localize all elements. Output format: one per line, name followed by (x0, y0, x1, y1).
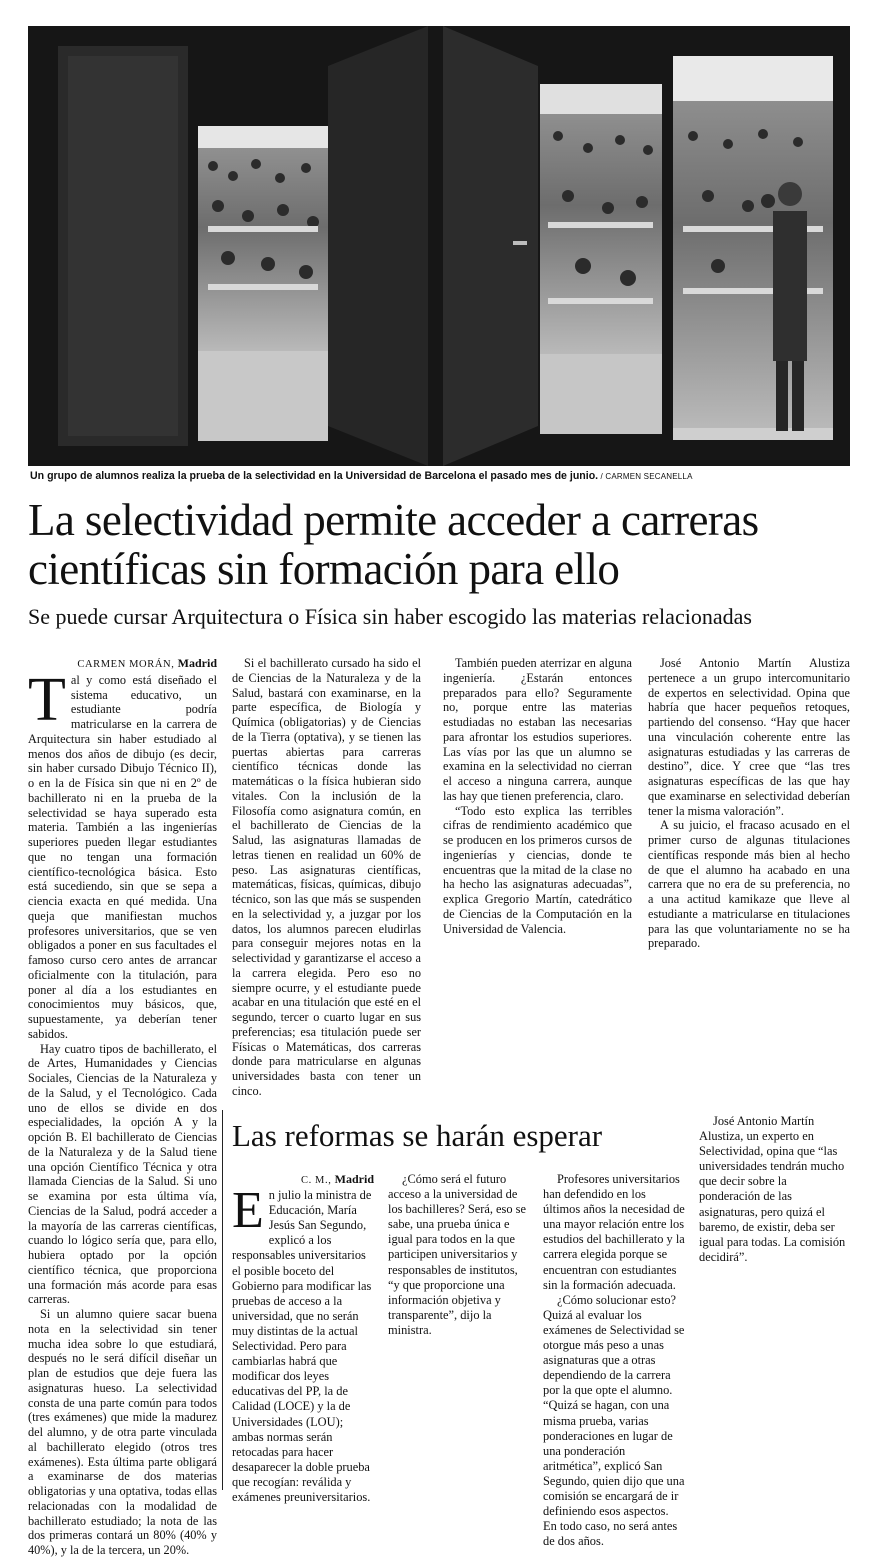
sidebar-headline: Las reformas se harán esperar (232, 1118, 603, 1153)
main-paragraph-1-text: al y como está diseñado el sistema educativo, un estudiante podría matricularse en la carrera de Arquitectura sin haber estudiado al menos dos años de dibujo (es decir, sin haber cursado Dibujo Técnico II), o en la de Física sin que ni en 2º de bachillerato ni en la prueba de la selectividad se haya superado esta materia. También a las ingenierías superiores pueden llegar estudiantes que no tengan una formación científico-tecnológica básica. Esto está sucediendo, sin que se sepa a ciencia exacta en qué medida. Una queja que manifiestan muchos profesores universitarios, que se ven obligados a poner en sus facultades el famoso curso cero antes de arrancar oficialmente con la titulación, para poner al día a los estudiantes en conocimientos muy básicos, que, supuestamente, ya deberían tener sabidos. (28, 672, 217, 1041)
caption-text: Un grupo de alumnos realiza la prueba de la selectividad en la Universidad de Barcelona el pasado mes de junio. (30, 470, 599, 482)
sidebar-left-rule (222, 1110, 223, 1490)
main-paragraph-6: “Todo esto explica las terribles cifras de rendimiento académico que se producen en los primeros cursos de ingenierías y ciencias, donde te encuentras que la mitad de la clase no ha hecho las asignaturas adecuadas”, explica Gregorio Martín, catedrático de Ciencias de la Computación en la Universidad de Valencia. (443, 803, 632, 936)
sidebar-paragraph-2: ¿Cómo será el futuro acceso a la universidad de los bachilleres? Será, eso se sabe, una prueba única e igual para todos en la que participen universitarios y responsables de institutos, “y que proporcione una información objetiva y transparente”, dijo la ministra. (388, 1172, 526, 1337)
main-article-column-3 (443, 656, 632, 1104)
main-paragraph-4: Si el bachillerato cursado ha sido el de Ciencias de la Naturaleza y de la Salud, bastará con examinarse, en la parte específica, de Biología y Química (obligatorias) y de Ciencias de la Tierra (optativa), y se tienen las puertas abiertas para carreras científico técnicas donde las matemáticas o la física hubieran sido vitales. Con la inclusión de la Filosofía como asignatura común, en el bachillerato de Ciencias de la Salud, las asignaturas llamadas de letras tienen en realidad un 60% de peso. Las asignaturas científicas, matemáticas, físicas, químicas, dibujo técnico, son las que más se suspenden en la selectividad y, a juzgar por los datos, los alumnos parecen eludirlas para conseguir mejores notas en la selectividad y garantizarse el acceso a la carrera elegida. Pero eso no siempre ocurre, y el estudiante puede acabar en una titulación que esté en el segundo, tercer o cuarto lugar en sus preferencias; esa titulación puede ser Físicas o Matemáticas, dos carreras donde para matricularse en algunas universidades basta con tener un cinco. (232, 656, 421, 1098)
main-article-column-2 (232, 656, 421, 1104)
sidebar-paragraph-3: Profesores universitarios han defendido en los últimos años la necesidad de una mayor relación entre los estudios del bachillerato y la carrera elegida porque se encuentran con estudiantes sin la formación adecuada. (543, 1172, 685, 1292)
headline: La selectividad permite acceder a carreras científicas sin formación para ello (28, 495, 759, 594)
photo-caption (30, 470, 850, 482)
sidebar-column-1 (232, 1172, 374, 1504)
sidebar-byline-author: C. M., (300, 1175, 335, 1186)
sidebar-paragraph-5: José Antonio Martín Alustiza, un experto en Selectividad, opina que “las universidades tendrán mucho que decir sobre la ponderación de las asignaturas, pero quizá el baremo, de existir, deba ser igual para todas. La comisión decidirá”. (699, 1114, 846, 1264)
main-byline-place: Madrid (177, 656, 217, 670)
main-paragraph-2: Hay cuatro tipos de bachillerato, el de Artes, Humanidades y Ciencias Sociales, Ciencias de la Naturaleza y de la Salud, y el Tecnológico. Cada uno de ellos se divide en dos especialidades, la opción A y la opción B. El bachillerato de Ciencias de la Naturaleza y de la Salud tiene una opción Científico Técnica y otra llamada Ciencias de la Salud. Si uno se examina por esta última vía, Ciencias de la Salud, podrá acceder a la mayoría de las carreras científicas, cuando lo lógico sería que, para ello, hubiera optado por la opción científico técnica, que proporciona una formación más acorde para esas carreras. (28, 1041, 217, 1307)
subheadline: Se puede cursar Arquitectura o Física sin haber escogido las materias relacionadas (28, 604, 752, 629)
sidebar-column-3 (543, 1172, 685, 1549)
sidebar-dropcap: E (232, 1182, 264, 1240)
photo-credit: / CARMEN SECANELLA (598, 472, 693, 481)
sidebar-paragraph-1-text: n julio la ministra de Educación, María Jesús San Segundo, explicó a los responsables universitarios el posible boceto del Gobierno para modificar las pruebas de acceso a la universidad, que no serán muy distintas de la actual Selectividad. Pero para cambiarlas habrá que modificar dos leyes educativas del PP, la de Calidad (LOCE) y la de Universidades (LOU); ambas normas serán retocadas para hacer desaparecer la doble prueba que recogían: reválida y exámenes preuniversitarios. (232, 1188, 372, 1504)
main-dropcap: T (28, 665, 66, 734)
sidebar-paragraph-1 (232, 1182, 374, 1505)
main-paragraph-3: Si un alumno quiere sacar buena nota en la selectividad sin tener mucha idea sobre lo que estudiará, después no le será difícil diseñar un plan de estudios que deje fuera las asignaturas hueso. La selectividad consta de una parte común para todos (tres exámenes) que mide la madurez del alumno, y de otra parte vinculada al bachillerato elegido (otros tres exámenes). Esta última parte obligará a examinarse de dos materias obligatorias y una optativa, todas ellas relacionadas con la modalidad de bachillerato estudiado; la nota de las dos primeras contará un 80% (40% y 40%), y la de la tercera, un 20%. (28, 1307, 217, 1557)
sidebar-byline-place: Madrid (334, 1172, 374, 1186)
main-paragraph-5: También pueden aterrizar en alguna ingeniería. ¿Estarán entonces preparados para ello? Seguramente no, porque entre las materias estudiadas no estaban las necesarias para afrontar los estudios superiores. Las vías por las que un alumno se examina en la selectividad no cierran el acceso a ninguna carrera, aunque las hay que tienen preferencia, claro. (443, 656, 632, 803)
exam-hall-photo-illustration (28, 26, 850, 466)
sidebar-column-2 (388, 1172, 530, 1488)
main-byline-author: CARMEN MORÁN, (77, 659, 178, 670)
main-paragraph-7: José Antonio Martín Alustiza pertenece a un grupo intercomunitario de expertos en selectividad. Opina que habría que hacer pequeños retoques, partiendo del consenso. “Hay que hacer una vinculación coherente entre las asignaturas estudiadas y las carreras de destino”, dice. Y cree que “las tres asignaturas específicas de las que hay que examinarse en selectividad deberían tener la misma valoración”. (648, 656, 850, 818)
main-paragraph-8: A su juicio, el fracaso acusado en el primer curso de algunas titulaciones científicas responde más bien al hecho de que el alumno ha acabado en una carrera que no era de su preferencia, no a una actitud kamikaze que lleve al estudiante a matricularse en titulaciones para las que voluntariamente no se ha preparado. (648, 818, 850, 951)
sidebar-paragraph-4: ¿Cómo solucionar esto? Quizá al evaluar los exámenes de Selectividad se otorgue más peso a unas asignaturas que a otras dependiendo de la carrera por la que opte el alumno. “Quizá se hagan, con una misma prueba, varias ponderaciones en lugar de una ponderación aritmética”, explicó San Segundo, quien dijo que una comisión se encargará de ir definiendo esos aspectos. En todo caso, no será antes de dos años. (543, 1292, 685, 1549)
sidebar-column-4 (699, 1114, 850, 1488)
main-article-column-1 (28, 656, 217, 1557)
photo-exam-hall (28, 26, 850, 466)
main-paragraph-1 (28, 665, 217, 1042)
main-article-column-4 (648, 656, 850, 1104)
